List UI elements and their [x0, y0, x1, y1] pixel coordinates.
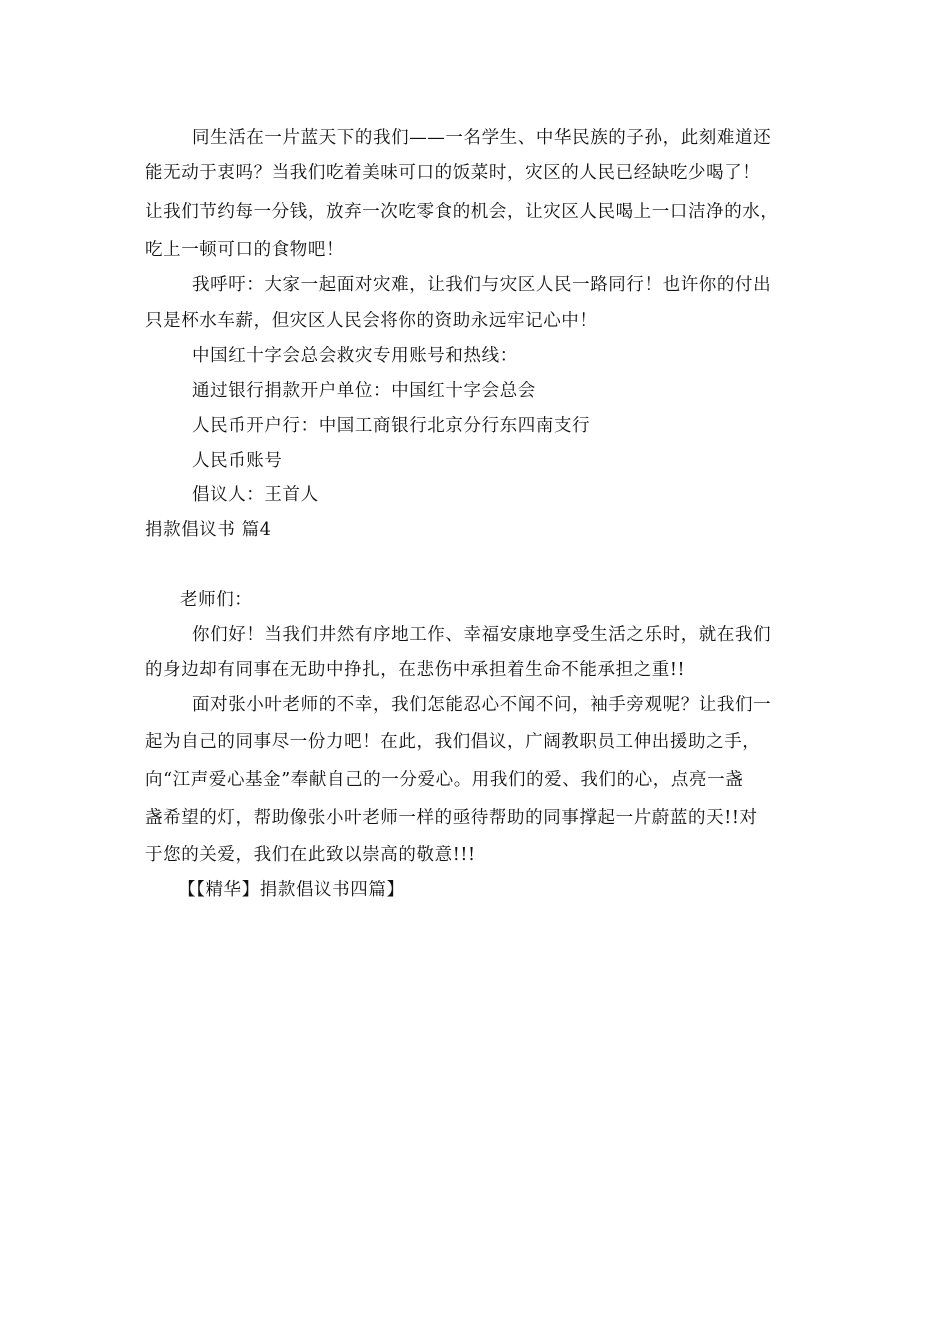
paragraph-line: 盏希望的灯，帮助像张小叶老师一样的亟待帮助的同事撑起一片蔚蓝的天!!对: [145, 808, 758, 828]
paragraph-line: 于您的关爱，我们在此致以崇高的敬意!!!: [145, 845, 476, 865]
rmb-bank: 人民币开户行：中国工商银行北京分行东四南支行: [192, 416, 591, 436]
paragraph-line: 你们好！当我们井然有序地工作、幸福安康地享受生活之乐时，就在我们: [192, 625, 772, 645]
rmb-account: 人民币账号: [192, 451, 283, 471]
bank-unit: 通过银行捐款开户单位：中国红十字会总会: [192, 381, 536, 401]
paragraph-line: 让我们节约每一分钱，放弃一次吃零食的机会，让灾区人民喝上一口洁净的水，: [145, 202, 779, 222]
account-title: 中国红十字会总会救灾专用账号和热线：: [192, 346, 518, 366]
paragraph-line: 起为自己的同事尽一份力吧！在此，我们倡议，广阔教职员工伸出援助之手，: [145, 732, 761, 752]
paragraph-line: 能无动于衷吗？当我们吃着美味可口的饭菜时，灾区的人民已经缺吃少喝了！: [145, 163, 761, 183]
section-heading: 捐款倡议书 篇4: [145, 520, 272, 540]
paragraph-line: 面对张小叶老师的不幸，我们怎能忍心不闻不问，袖手旁观呢？让我们一: [192, 695, 772, 715]
paragraph-line: 我呼吁：大家一起面对灾难，让我们与灾区人民一路同行！也许你的付出: [192, 275, 772, 295]
paragraph-line: 吃上一顿可口的食物吧！: [145, 240, 345, 260]
article-footer-title: 【【精华】捐款倡议书四篇】: [178, 880, 405, 900]
paragraph-line: 只是杯水车薪，但灾区人民会将你的资助永远牢记心中！: [145, 311, 598, 331]
paragraph-line: 同生活在一片蓝天下的我们——一名学生、中华民族的子孙，此刻难道还: [192, 128, 772, 148]
paragraph-line: 向“江声爱心基金”奉献自己的一分爱心。用我们的爱、我们的心，点亮一盏: [145, 770, 744, 790]
paragraph-line: 的身边却有同事在无助中挣扎，在悲伤中承担着生命不能承担之重!!: [145, 660, 686, 680]
proposer: 倡议人：王首人: [192, 485, 319, 505]
salutation: 老师们：: [180, 590, 253, 610]
